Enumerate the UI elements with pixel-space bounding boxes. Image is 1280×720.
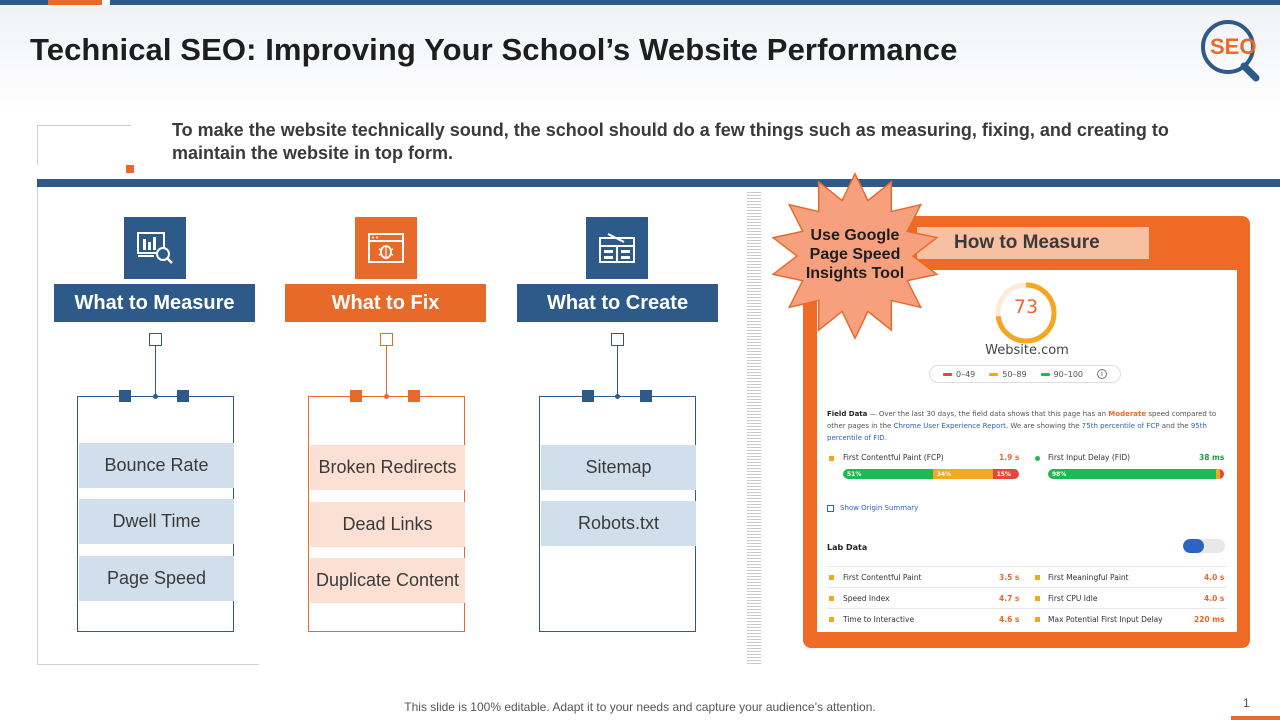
lab-metric-label: Max Potential First Input Delay xyxy=(1048,615,1163,624)
status-average-icon xyxy=(1035,596,1040,601)
fid-value: 38 ms xyxy=(1199,453,1225,462)
top-accent-blue xyxy=(0,0,40,5)
field-data-description: Field Data — Over the last 30 days, the field data shows that this page has an Moderate speed compared to other pages in the Chrome User Experience Report. We are showing the 75th percentile of FCP and the 95th percentile of FID. xyxy=(827,410,1217,442)
row-separator xyxy=(827,608,1227,609)
what-to-create-heading: What to Create xyxy=(517,284,718,322)
card-pin xyxy=(615,394,620,399)
create-card xyxy=(539,396,696,632)
what-to-measure-heading: What to Measure xyxy=(54,284,255,322)
fid-fast-segment: 98% xyxy=(1048,469,1216,479)
fcp-label: First Contentful Paint (FCP) xyxy=(843,453,944,462)
legend-fail: 0–49 xyxy=(943,370,975,379)
status-average-icon xyxy=(829,617,834,622)
callout-text: Use Google Page Speed Insights Tool xyxy=(805,227,905,282)
intro-bracket xyxy=(37,125,131,165)
how-to-measure-label: How to Measure xyxy=(917,227,1149,259)
fid-distribution-bar xyxy=(1048,469,1224,479)
status-average-icon xyxy=(829,456,834,461)
status-average-icon xyxy=(1035,617,1040,622)
performance-score: 73 xyxy=(1013,296,1039,318)
score-legend xyxy=(929,365,1121,383)
card-clip xyxy=(408,390,420,402)
card-clip xyxy=(350,390,362,402)
seo-logo-text: SEO xyxy=(1210,34,1257,59)
fcp-distribution-bar xyxy=(843,469,1019,479)
list-item: Broken Redirects xyxy=(310,445,465,490)
checkbox-icon[interactable] xyxy=(827,505,834,512)
card-clip xyxy=(640,390,652,402)
fcp-fast-segment: 51% xyxy=(843,469,933,479)
fcp-average-segment: 34% xyxy=(933,469,993,479)
lab-metric-label: First Meaningful Paint xyxy=(1048,573,1129,582)
list-item: Page Speed xyxy=(79,556,234,601)
fix-card xyxy=(308,396,465,632)
status-average-icon xyxy=(1035,575,1040,580)
row-separator xyxy=(827,566,1227,567)
lab-metric-value: 4.0 s xyxy=(1204,594,1225,603)
page-number: 1 xyxy=(1243,696,1250,710)
top-accent-gap xyxy=(102,0,110,5)
what-to-fix-heading: What to Fix xyxy=(285,284,486,322)
slide-title: Technical SEO: Improving Your School’s Website Performance xyxy=(30,32,958,67)
list-item: Dwell Time xyxy=(79,499,234,544)
connector-square xyxy=(611,333,624,346)
card-pin xyxy=(153,394,158,399)
lab-metric-value: 4.6 s xyxy=(999,615,1020,624)
lab-metric-label: Time to Interactive xyxy=(843,615,915,624)
card-clip xyxy=(582,390,594,402)
lab-data-title: Lab Data xyxy=(827,543,868,552)
connector-line xyxy=(386,346,387,397)
monitor-chart-search-icon xyxy=(124,217,186,279)
fcp-slow-segment: 15% xyxy=(993,469,1019,479)
list-item: Bounce Rate xyxy=(79,443,234,488)
card-pin xyxy=(384,394,389,399)
legend-pass: 90–100 xyxy=(1041,370,1083,379)
lab-metric-label: First CPU Idle xyxy=(1048,594,1098,603)
list-item: Sitemap xyxy=(541,445,696,490)
card-clip xyxy=(119,390,131,402)
status-average-icon xyxy=(829,575,834,580)
view-toggle[interactable] xyxy=(1183,539,1225,553)
site-name: Website.com xyxy=(985,343,1069,358)
intro-accent-dot xyxy=(126,165,134,173)
top-accent-orange xyxy=(48,0,102,5)
sitemap-document-icon xyxy=(586,217,648,279)
connector-line xyxy=(155,346,156,397)
status-pass-icon xyxy=(1035,456,1040,461)
list-item: Robots.txt xyxy=(541,501,696,546)
section-divider xyxy=(37,179,1280,187)
lab-metric-value: 4.7 s xyxy=(999,594,1020,603)
measure-card xyxy=(77,396,234,632)
page-number-bar xyxy=(1231,716,1280,720)
fcp-value: 1.9 s xyxy=(999,453,1020,462)
lab-metric-label: Speed Index xyxy=(843,594,890,603)
striped-divider xyxy=(747,192,761,666)
seo-magnifier-icon xyxy=(1198,20,1272,82)
fid-slow-segment xyxy=(1220,469,1224,479)
list-item: Duplicate Content xyxy=(310,558,465,603)
footer-note: This slide is 100% editable. Adapt it to your needs and capture your audience’s attention. xyxy=(404,700,876,714)
top-border xyxy=(0,0,1280,5)
connector-square xyxy=(380,333,393,346)
lab-metric-label: First Contentful Paint xyxy=(843,573,922,582)
connector-square xyxy=(149,333,162,346)
show-origin-summary-checkbox[interactable]: Show Origin Summary xyxy=(827,504,918,512)
intro-text: To make the website technically sound, the school should do a few things such as measuring, fixing, and creating to maintain the website in top form. xyxy=(172,120,1169,163)
lab-metric-value: 3.5 s xyxy=(999,573,1020,582)
legend-average: 50–89 xyxy=(989,370,1026,379)
lab-metric-value: 220 ms xyxy=(1194,615,1225,624)
list-item: Dead Links xyxy=(310,502,465,547)
info-icon[interactable]: i xyxy=(1097,369,1107,379)
lab-metric-value: 4.0 s xyxy=(1204,573,1225,582)
card-clip xyxy=(177,390,189,402)
connector-line xyxy=(617,346,618,397)
fid-label: First Input Delay (FID) xyxy=(1048,453,1131,462)
browser-bug-icon xyxy=(355,217,417,279)
status-average-icon xyxy=(829,596,834,601)
row-separator xyxy=(827,587,1227,588)
